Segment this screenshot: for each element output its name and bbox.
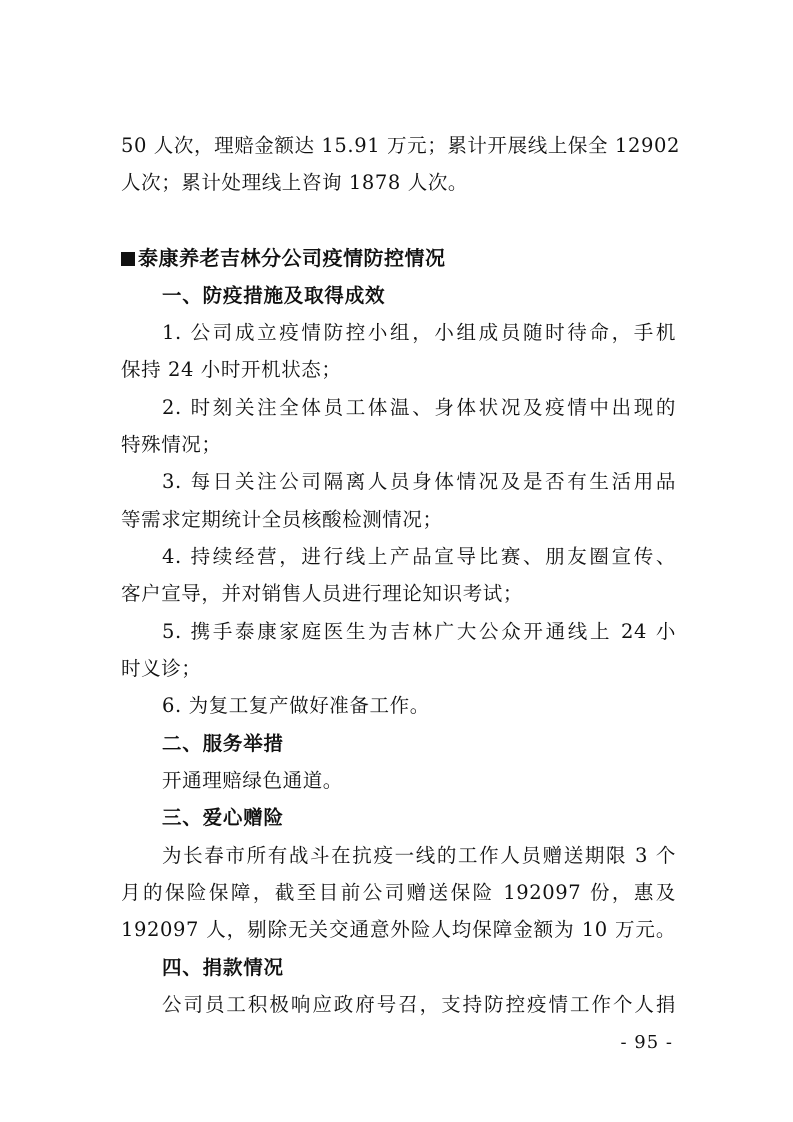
measure-2-line-2: 特殊情况；	[121, 433, 222, 456]
donation-line-1: 公司员工积极响应政府号召，支持防控疫情工作个人捐	[162, 993, 676, 1016]
heading-donations: 四、捐款情况	[162, 956, 284, 979]
intro-line-1: 50 人次，理赔金额达 15.91 万元；累计开展线上保全 12902	[121, 134, 680, 157]
gift-line-1: 为长春市所有战斗在抗疫一线的工作人员赠送期限 3 个	[162, 844, 676, 867]
page-number: - 95 -	[620, 1032, 673, 1053]
heading-measures: 一、防疫措施及取得成效	[162, 284, 386, 307]
measure-3-line-2: 等需求定期统计全员核酸检测情况；	[121, 508, 443, 531]
gift-line-3: 192097 人，剔除无关交通意外险人均保障金额为 10 万元。	[121, 918, 676, 941]
service-text: 开通理赔绿色通道。	[162, 769, 343, 792]
intro-line-2: 人次；累计处理线上咨询 1878 人次。	[121, 171, 469, 194]
measure-5-line-2: 时义诊；	[121, 657, 202, 680]
heading-services: 二、服务举措	[162, 732, 284, 755]
gift-line-2: 月的保险保障，截至目前公司赠送保险 192097 份，惠及	[121, 881, 676, 904]
measure-6-line-1: 6. 为复工复产做好准备工作。	[162, 694, 430, 717]
measure-4-line-2: 客户宣导，并对销售人员进行理论知识考试；	[121, 582, 524, 605]
heading-gift-insurance: 三、爱心赠险	[162, 806, 284, 829]
measure-3-line-1: 3. 每日关注公司隔离人员身体情况及是否有生活用品	[162, 470, 676, 493]
square-bullet-icon	[121, 252, 135, 266]
section-title-text: 泰康养老吉林分公司疫情防控情况	[138, 246, 446, 270]
measure-2-line-1: 2. 时刻关注全体员工体温、身体状况及疫情中出现的	[162, 396, 676, 419]
measure-1-line-1: 1. 公司成立疫情防控小组，小组成员随时待命，手机	[162, 321, 676, 344]
measure-1-line-2: 保持 24 小时开机状态；	[121, 358, 342, 381]
section-title	[121, 245, 676, 271]
measure-5-line-1: 5. 携手泰康家庭医生为吉林广大公众开通线上 24 小	[162, 620, 676, 643]
measure-4-line-1: 4. 持续经营，进行线上产品宣导比赛、朋友圈宣传、	[162, 545, 676, 568]
